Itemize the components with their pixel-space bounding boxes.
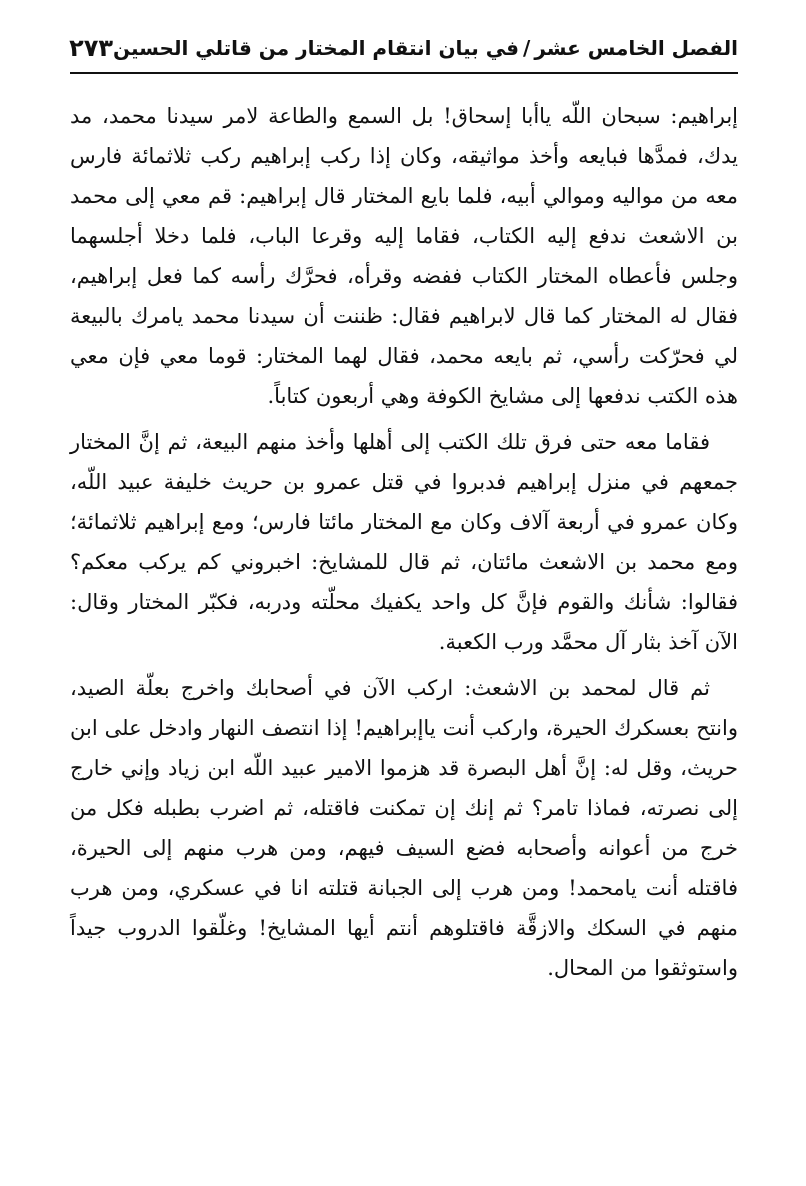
title-separator: / — [523, 36, 531, 60]
paragraph: إبراهيم: سبحان اللّه ياأبا إسحاق! بل السمع والطاعة لامر سيدنا محمد، مد يدك، فمدَّها فبايعه وأخذ مواثيقه، وكان إذا ركب إبراهيم ركب ثلاثمائة فارس معه من مواليه وموالي أبيه، فلما بايع المختار قال إبراهيم: قم معي إلى محمد بن الاشعث ندفع إليه الكتاب، فقاما إليه وقرعا الباب، فلما دخلا أجلسهما وجلس فأعطاه المختار الكتاب ففضه وقرأه، فحرَّك رأسه كما فعل إبراهيم، فقال له المختار كما قال لابراهيم فقال: ظننت أن سيدنا محمد يامرك بالبيعة لي فحرّكت رأسي، ثم بايعه محمد، فقال لهما المختار: قوما معي فإن معي هذه الكتب ندفعها إلى مشايخ الكوفة وهي أربعون كتاباً. — [70, 104, 738, 408]
page-number: ٢٧٣ — [69, 34, 114, 62]
chapter-label: الفصل الخامس عشر — [534, 36, 738, 60]
running-header — [70, 28, 738, 74]
body-text — [70, 96, 738, 994]
running-title — [113, 36, 738, 60]
chapter-topic: في بيان انتقام المختار من قاتلي الحسين — [113, 36, 520, 60]
paragraph: ثم قال لمحمد بن الاشعث: اركب الآن في أصحابك واخرج بعلّة الصيد، وانتح بعسكرك الحيرة، واركب أنت ياإبراهيم! إذا انتصف النهار وادخل على ابن حريث، وقل له: إنَّ أهل البصرة قد هزموا الامير عبيد اللّه ابن زياد وإني خارج إلى نصرته، فماذا تامر؟ ثم إنك إن تمكنت فاقتله، ثم اضرب بطبله فكل من خرج من أعوانه وأصحابه فضع السيف فيهم، ومن هرب منهم إلى الحيرة، فاقتله أنت يامحمد! ومن هرب إلى الجبانة قتلته انا في عسكري، ومن هرب منهم في السكك والازقَّة فاقتلوهم أنتم أيها المشايخ! وغلّقوا الدروب جيداً واستوثقوا من المحال. — [70, 676, 738, 980]
paragraph: فقاما معه حتى فرق تلك الكتب إلى أهلها وأخذ منهم البيعة، ثم إنَّ المختار جمعهم في منزل إبراهيم فدبروا في قتل عمرو بن حريث خليفة عبيد اللّه، وكان عمرو في أربعة آلاف وكان مع المختار مائتا فارس؛ ومع إبراهيم ثلاثمائة؛ ومع محمد بن الاشعث مائتان، ثم قال للمشايخ: اخبروني كم يركب معكم؟ فقالوا: شأنك والقوم فإنَّ كل واحد يكفيك محلّته ودربه، فكبّر المختار وقال: الآن آخذ بثار آل محمَّد ورب الكعبة. — [70, 430, 738, 654]
